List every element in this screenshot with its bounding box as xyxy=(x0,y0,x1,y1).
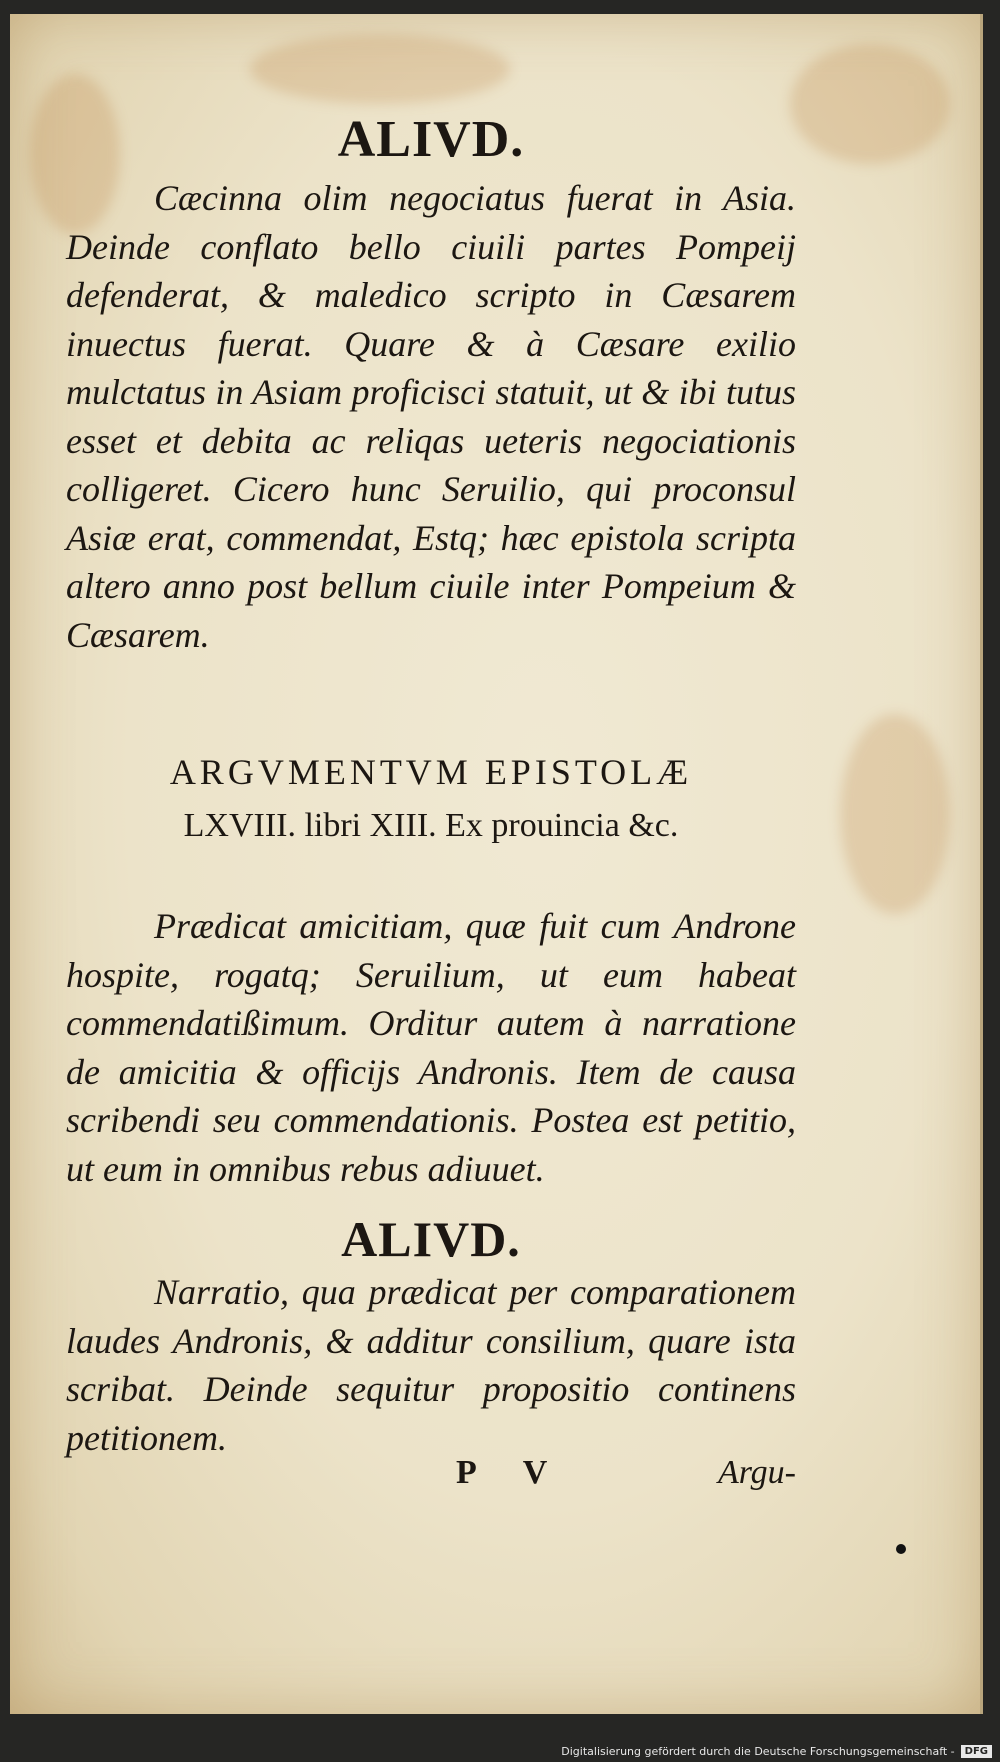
foxing-stain xyxy=(790,44,950,164)
section-heading-aliud-1: ALIVD. xyxy=(337,111,525,168)
digitization-credit xyxy=(561,1745,992,1758)
ink-dot xyxy=(896,1544,906,1554)
argumentum-subtitle: LXVIII. libri XIII. Ex prouincia &c. xyxy=(183,807,679,844)
page-footer xyxy=(66,1454,796,1504)
section-heading-aliud-2: ALIVD. xyxy=(341,1211,521,1267)
book-page xyxy=(10,14,983,1714)
dfg-logo: DFG xyxy=(961,1745,992,1758)
paragraph-aliud-2: Narratio, qua prædicat per comparationem laudes Andronis, & additur consilium, quare ista scribat. Deinde sequitur propositio continens petitionem. xyxy=(66,1272,796,1458)
foxing-stain xyxy=(840,714,950,914)
catchword: Argu- xyxy=(717,1454,796,1491)
paragraph-aliud-1: Cæcinna olim negociatus fuerat in Asia. Deinde conflato bello ciuili partes Pompeij defenderat, & maledico scripto in Cæsarem inuectus fuerat. Quare & à Cæsare exilio mulctatus in Asiam proficisci statuit, ut & ibi tutus esset et debita ac reliqas ueteris negociationis colligeret. Cicero hunc Seruilio, qui proconsul Asiæ erat, commendat, Estq; hæc epistola scripta altero anno post bellum ciuile inter Pompeium & Cæsarem. xyxy=(66,178,796,655)
signature-mark: P V xyxy=(456,1454,568,1491)
argumentum-heading xyxy=(66,744,796,852)
credit-text: Digitalisierung gefördert durch die Deutsche Forschungsgemeinschaft - xyxy=(561,1745,955,1758)
paragraph-argumentum: Prædicat amicitiam, quæ fuit cum Androne hospite, rogatq; Seruilium, ut eum habeat commendatißimum. Orditur autem à narratione de amicitia & officijs Andronis. Item de causa scribendi seu commendationis. Postea est petitio, ut eum in omnibus rebus adiuuet. xyxy=(66,906,796,1189)
foxing-stain xyxy=(250,34,510,104)
argumentum-title: ARGVMENTVM EPISTOLÆ xyxy=(169,752,693,792)
